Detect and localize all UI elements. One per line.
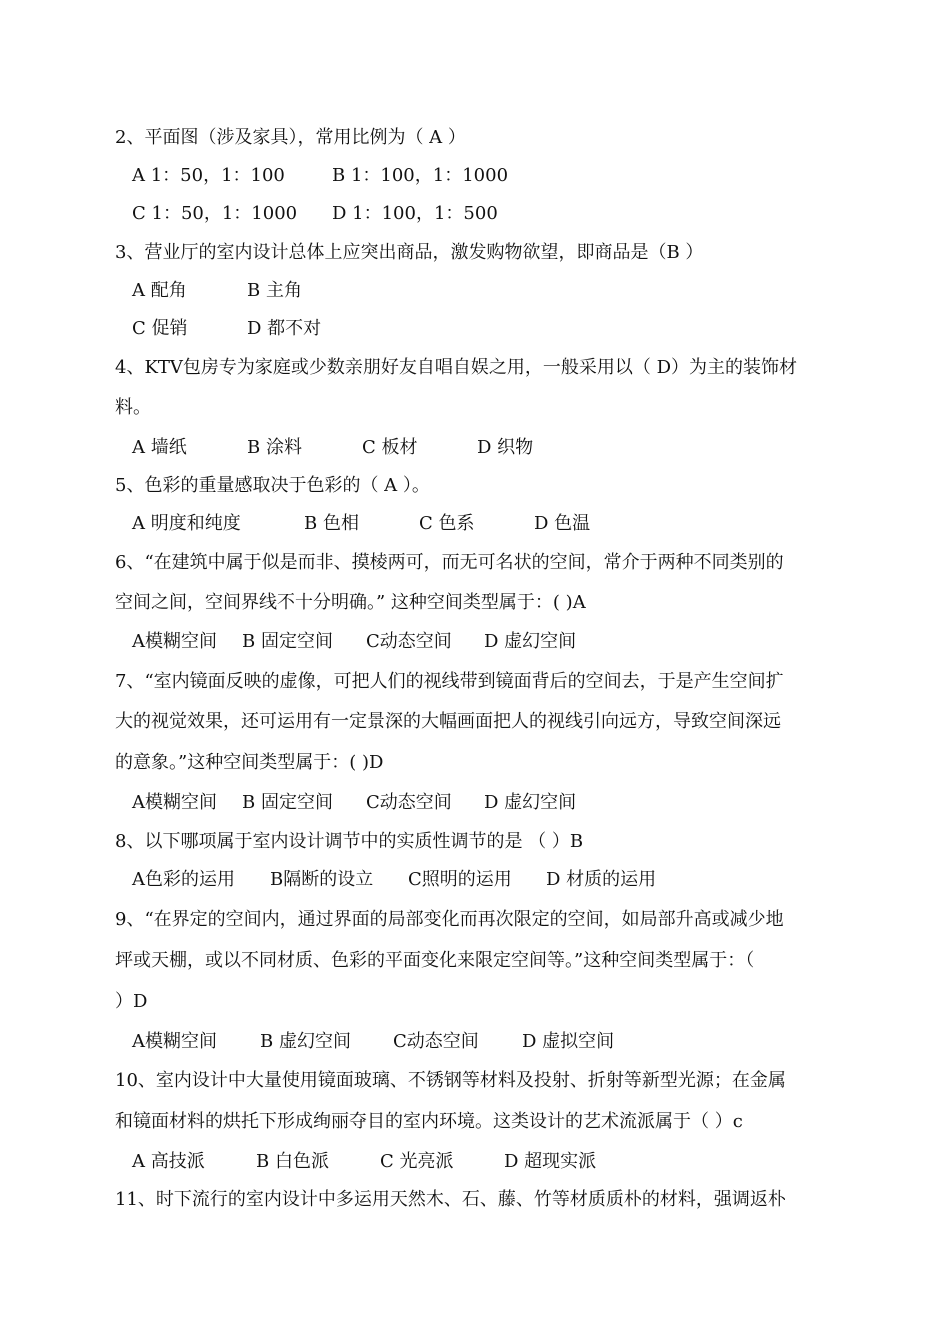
option-c: C 色系 [419, 513, 475, 534]
question-7-stem-line2: 大的视觉效果，还可运用有一定景深的大幅画面把人的视线引向远方，导致空间深远 [115, 711, 781, 732]
question-5-options [132, 512, 590, 536]
question-3-options-row1 [132, 279, 302, 303]
question-4-options [132, 436, 533, 460]
question-9-stem-line3: ）D [115, 991, 148, 1012]
question-9-options [132, 1030, 614, 1054]
question-8-options [132, 868, 656, 892]
option-b: B 色相 [304, 513, 359, 534]
option-d: D 织物 [477, 437, 534, 458]
option-a: A 配角 [132, 280, 187, 301]
question-6-options [132, 630, 576, 654]
question-10-stem-line1: 10、室内设计中大量使用镜面玻璃、不锈钢等材料及投射、折射等新型光源；在金属 [115, 1070, 786, 1091]
question-4-stem-line2: 料。 [115, 397, 151, 418]
option-b: B 白色派 [256, 1151, 329, 1172]
option-d: D 超现实派 [504, 1151, 597, 1172]
question-2-options-row1 [132, 164, 508, 188]
option-c: C 促销 [132, 318, 188, 339]
option-b: B 固定空间 [242, 792, 333, 813]
question-11-stem-line1: 11、时下流行的室内设计中多运用天然木、石、藤、竹等材质质朴的材料，强调返朴 [115, 1189, 786, 1210]
option-b: B 主角 [247, 280, 302, 301]
option-c: C动态空间 [366, 792, 452, 813]
option-d: D 虚拟空间 [522, 1031, 615, 1052]
question-6-stem-line1: 6、“在建筑中属于似是而非、摸棱两可，而无可名状的空间，常介于两种不同类别的 [115, 552, 784, 573]
option-a: A 明度和纯度 [132, 513, 241, 534]
option-c: C 1：50，1：1000 [132, 203, 298, 224]
option-b: B 固定空间 [242, 631, 333, 652]
option-a: A 1：50，1：100 [132, 165, 285, 186]
question-2-stem: 2、平面图（涉及家具），常用比例为（ A ） [115, 127, 466, 148]
option-b: B隔断的设立 [270, 869, 374, 890]
question-9-stem-line1: 9、“在界定的空间内，通过界面的局部变化而再次限定的空间，如局部升高或减少地 [115, 909, 784, 930]
option-d: D 虚幻空间 [484, 631, 577, 652]
option-d: D 虚幻空间 [484, 792, 577, 813]
option-a: A色彩的运用 [132, 869, 235, 890]
question-3-stem: 3、营业厅的室内设计总体上应突出商品，激发购物欲望，即商品是（B ） [115, 242, 704, 263]
option-c: C 光亮派 [380, 1151, 454, 1172]
option-d: D 都不对 [247, 318, 322, 339]
question-7-options [132, 791, 576, 815]
option-a: A模糊空间 [132, 631, 217, 652]
option-d: D 材质的运用 [546, 869, 657, 890]
option-c: C动态空间 [393, 1031, 479, 1052]
option-a: A 高技派 [132, 1151, 205, 1172]
option-c: C照明的运用 [408, 869, 512, 890]
question-5-stem: 5、色彩的重量感取决于色彩的（ A ）。 [115, 475, 430, 496]
option-b: B 1：100，1：1000 [332, 165, 509, 186]
option-d: D 色温 [534, 513, 591, 534]
option-b: B 涂料 [247, 437, 302, 458]
question-10-stem-line2: 和镜面材料的烘托下形成绚丽夺目的室内环境。这类设计的艺术流派属于（ ）c [115, 1111, 743, 1132]
question-4-stem-line1: 4、KTV包房专为家庭或少数亲朋好友自唱自娱之用，一般采用以（ D）为主的装饰材 [115, 357, 798, 378]
question-7-stem-line1: 7、“室内镜面反映的虚像，可把人们的视线带到镜面背后的空间去，于是产生空间扩 [115, 671, 784, 692]
option-a: A模糊空间 [132, 792, 217, 813]
option-a: A 墙纸 [132, 437, 187, 458]
option-d: D 1：100，1：500 [332, 203, 498, 224]
question-7-stem-line3: 的意象。”这种空间类型属于：( )D [115, 752, 384, 773]
question-9-stem-line2: 坪或天棚，或以不同材质、色彩的平面变化来限定空间等。”这种空间类型属于：（ [115, 950, 755, 971]
question-6-stem-line2: 空间之间，空间界线不十分明确。” 这种空间类型属于：( )A [115, 592, 586, 613]
option-c: C动态空间 [366, 631, 452, 652]
option-a: A模糊空间 [132, 1031, 217, 1052]
question-8-stem: 8、以下哪项属于室内设计调节中的实质性调节的是 （ ）B [115, 831, 584, 852]
question-10-options [132, 1150, 596, 1174]
question-2-options-row2 [132, 202, 498, 226]
option-b: B 虚幻空间 [260, 1031, 351, 1052]
option-c: C 板材 [362, 437, 418, 458]
question-3-options-row2 [132, 317, 321, 341]
